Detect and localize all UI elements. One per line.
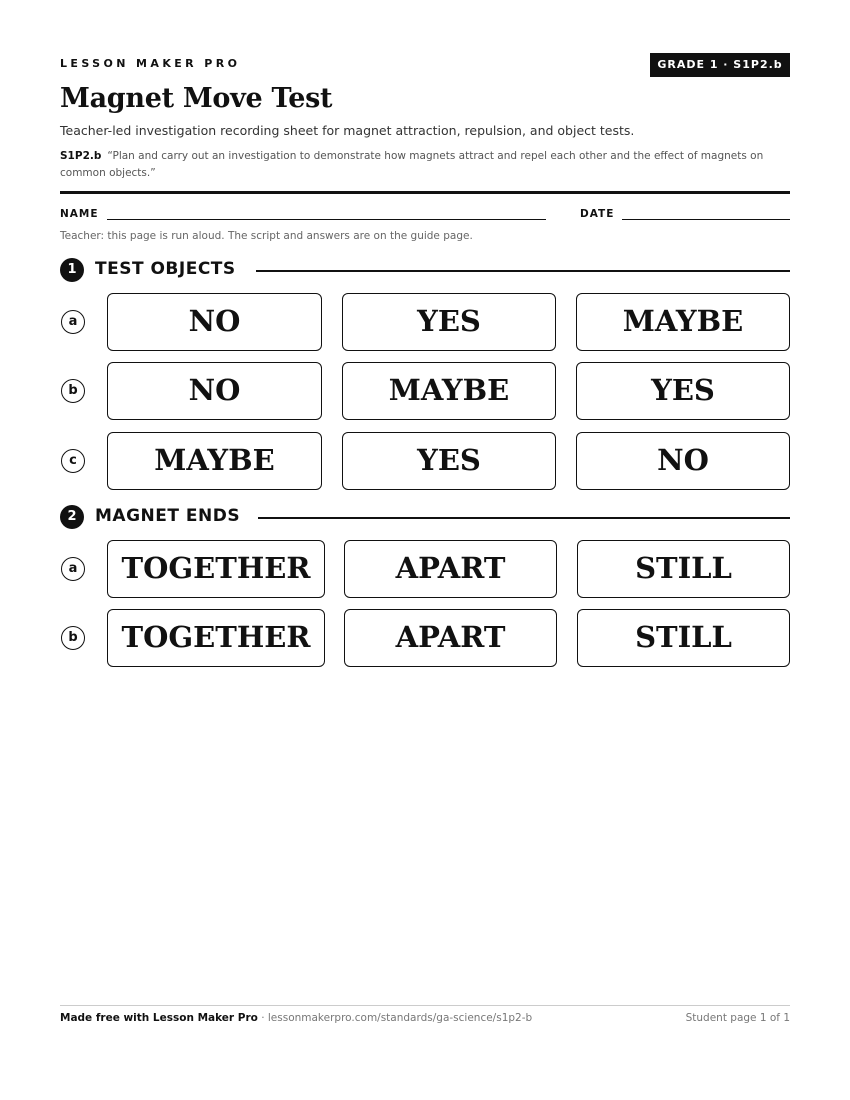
page-subtitle: Teacher-led investigation recording sheet for magnet attraction, repulsion, and object tests. bbox=[60, 123, 635, 138]
answer-option[interactable]: YES bbox=[576, 362, 790, 420]
answer-option[interactable]: YES bbox=[342, 293, 556, 351]
answer-option[interactable]: STILL bbox=[577, 540, 790, 598]
answer-option[interactable]: STILL bbox=[577, 609, 790, 667]
standard-code: S1P2.b bbox=[60, 150, 102, 162]
answer-option[interactable]: YES bbox=[342, 432, 556, 490]
footer-url[interactable]: · lessonmakerpro.com/standards/ga-science/s1p2-b bbox=[257, 1012, 533, 1024]
brand-name: LESSON MAKER PRO bbox=[60, 57, 241, 70]
answer-option[interactable]: MAYBE bbox=[342, 362, 556, 420]
footer-divider bbox=[60, 1005, 790, 1006]
name-label: NAME bbox=[60, 208, 99, 220]
row-letter: b bbox=[61, 626, 85, 650]
section-number: 2 bbox=[60, 505, 84, 529]
footer-page-number: Student page 1 of 1 bbox=[685, 1012, 790, 1024]
row-letter: a bbox=[61, 310, 85, 334]
standard-description bbox=[60, 148, 790, 182]
answer-option[interactable]: APART bbox=[344, 609, 557, 667]
date-label: DATE bbox=[580, 208, 615, 220]
date-field[interactable] bbox=[622, 219, 790, 220]
teacher-note: Teacher: this page is run aloud. The script and answers are on the guide page. bbox=[60, 230, 473, 242]
answer-option[interactable]: TOGETHER bbox=[107, 540, 325, 598]
grade-badge: GRADE 1 · S1P2.b bbox=[650, 53, 790, 77]
standard-text: “Plan and carry out an investigation to demonstrate how magnets attract and repel each other and the effect of magnets on common objects.” bbox=[60, 150, 764, 179]
footer-credit bbox=[60, 1012, 532, 1024]
answer-option[interactable]: NO bbox=[107, 293, 322, 351]
row-letter: a bbox=[61, 557, 85, 581]
name-field[interactable] bbox=[107, 219, 546, 220]
answer-option[interactable]: NO bbox=[107, 362, 322, 420]
footer-made-with: Made free with Lesson Maker Pro bbox=[60, 1012, 258, 1024]
header-divider bbox=[60, 191, 790, 194]
section-number: 1 bbox=[60, 258, 84, 282]
section-title: MAGNET ENDS bbox=[95, 506, 241, 526]
answer-option[interactable]: APART bbox=[344, 540, 557, 598]
section-rule bbox=[258, 517, 790, 519]
answer-option[interactable]: TOGETHER bbox=[107, 609, 325, 667]
answer-option[interactable]: MAYBE bbox=[576, 293, 790, 351]
row-letter: c bbox=[61, 449, 85, 473]
section-title: TEST OBJECTS bbox=[95, 259, 236, 279]
answer-option[interactable]: MAYBE bbox=[107, 432, 322, 490]
section-magnet-ends bbox=[60, 505, 790, 529]
page-title: Magnet Move Test bbox=[60, 83, 333, 114]
section-test-objects bbox=[60, 258, 790, 282]
section-rule bbox=[256, 270, 790, 272]
row-letter: b bbox=[61, 379, 85, 403]
answer-option[interactable]: NO bbox=[576, 432, 790, 490]
